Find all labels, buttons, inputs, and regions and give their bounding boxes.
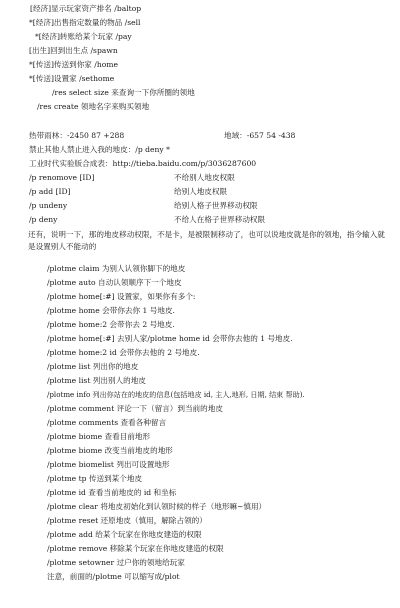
command-line: /res select size 来查询一下你所圈的领地 xyxy=(52,88,195,97)
perm-description: 给别人地皮权限 xyxy=(174,187,228,196)
location-coords: 地域：-657 54 -438 xyxy=(224,131,296,140)
plotme-command: /plotme home[:#] 去别人家/plotme home id 会带你去他的 1 号地皮. xyxy=(47,334,293,343)
plotme-command: /plotme auto 自动认领顺序下一个地皮 xyxy=(47,278,182,287)
plotme-command: /plotme biomelist 列出可设置地形 xyxy=(47,460,170,469)
perm-description: 不给人在格子世界移动权限 xyxy=(174,215,266,224)
command-line: *[经济]转账给某个玩家 /pay xyxy=(35,32,132,41)
perm-description: 给别人格子世界移动权限 xyxy=(174,201,258,210)
plotme-command: /plotme info 列出你站在的地皮的信息(包括地皮 id, 主人,地形, 日期, 结束 帮助). xyxy=(47,390,305,399)
plotme-command: /plotme list 列出你的地皮 xyxy=(47,362,139,371)
command-line: *[传送]传送到你家 /home xyxy=(29,60,119,69)
command-line: /res create 领地名字来购买领地 xyxy=(37,102,150,111)
plotme-command: /plotme biome 改变当前地皮的地形 xyxy=(47,446,173,455)
plotme-command: /plotme add 给某个玩家在你地皮建造的权限 xyxy=(47,530,202,539)
command-line: *[传送]设置家 /sethome xyxy=(29,74,115,83)
plotme-command: /plotme claim 为别人认领你脚下的地皮 xyxy=(47,264,186,273)
hot-rain-coords: 热带雨林：-2450 87 +288 xyxy=(29,131,125,140)
plotme-command: /plotme id 查看当前地皮的 id 和坐标 xyxy=(47,488,177,497)
plotme-command: /plotme remove 移除某个玩家在你地皮建造的权限 xyxy=(47,544,224,553)
plotme-note: 注意，前面的/plotme 可以缩写成/plot xyxy=(47,572,180,581)
plotme-command: /plotme biome 查看目前地形 xyxy=(47,432,151,441)
perm-command: /p undeny xyxy=(29,201,68,210)
note-paragraph: 还有，说明一下，那的地皮移动权限，不是卡，是被限制移动了，也可以说地皮就是你的领地，指令输入就是设置别人不能动的 xyxy=(28,230,385,251)
command-line: [出生]回到出生点 /spawn xyxy=(29,46,118,55)
plotme-command: /plotme tp 传送到某个地皮 xyxy=(47,474,143,483)
perm-description: 不给别人地皮权限 xyxy=(174,173,235,182)
forum-link-line: 工业时代实验版合成表：http://tieba.baidu.com/p/3036287600 xyxy=(29,159,257,168)
plotme-command: /plotme clear 将地皮初始化到认领时候的样子（地形嘛~慎用） xyxy=(47,502,267,511)
plotme-command: /plotme home 会带你去你 1 号地皮. xyxy=(47,306,175,315)
plotme-command: /plotme home:2 会带你去 2 号地皮. xyxy=(47,320,175,329)
plotme-command: /plotme comments 查看各种留言 xyxy=(47,418,167,427)
plotme-command: /plotme list 列出别人的地皮 xyxy=(47,376,146,385)
command-line: *[经济]出售指定数量的物品 /sell xyxy=(29,18,141,27)
perm-command: /p deny xyxy=(29,215,58,224)
perm-command: /p add [ID] xyxy=(29,187,71,196)
plotme-command: /plotme home[:#] 设置家，如果你有多个: xyxy=(47,292,196,301)
deny-intro: 禁止其他人禁止进入我的地皮：/p deny * xyxy=(29,145,170,154)
plotme-command: /plotme reset 还原地皮（慎用，解除占领的） xyxy=(47,516,207,525)
command-line: [经济]显示玩家资产排名 /baltop xyxy=(30,4,142,13)
perm-command: /p renomove [ID] xyxy=(29,173,95,182)
plotme-command: /plotme setowner 过户你的领地给玩家 xyxy=(47,558,185,567)
plotme-command: /plotme comment 评论一下（留言）到当前的地皮 xyxy=(47,404,223,413)
plotme-command: /plotme home:2 id 会带你去他的 2 号地皮. xyxy=(47,348,200,357)
